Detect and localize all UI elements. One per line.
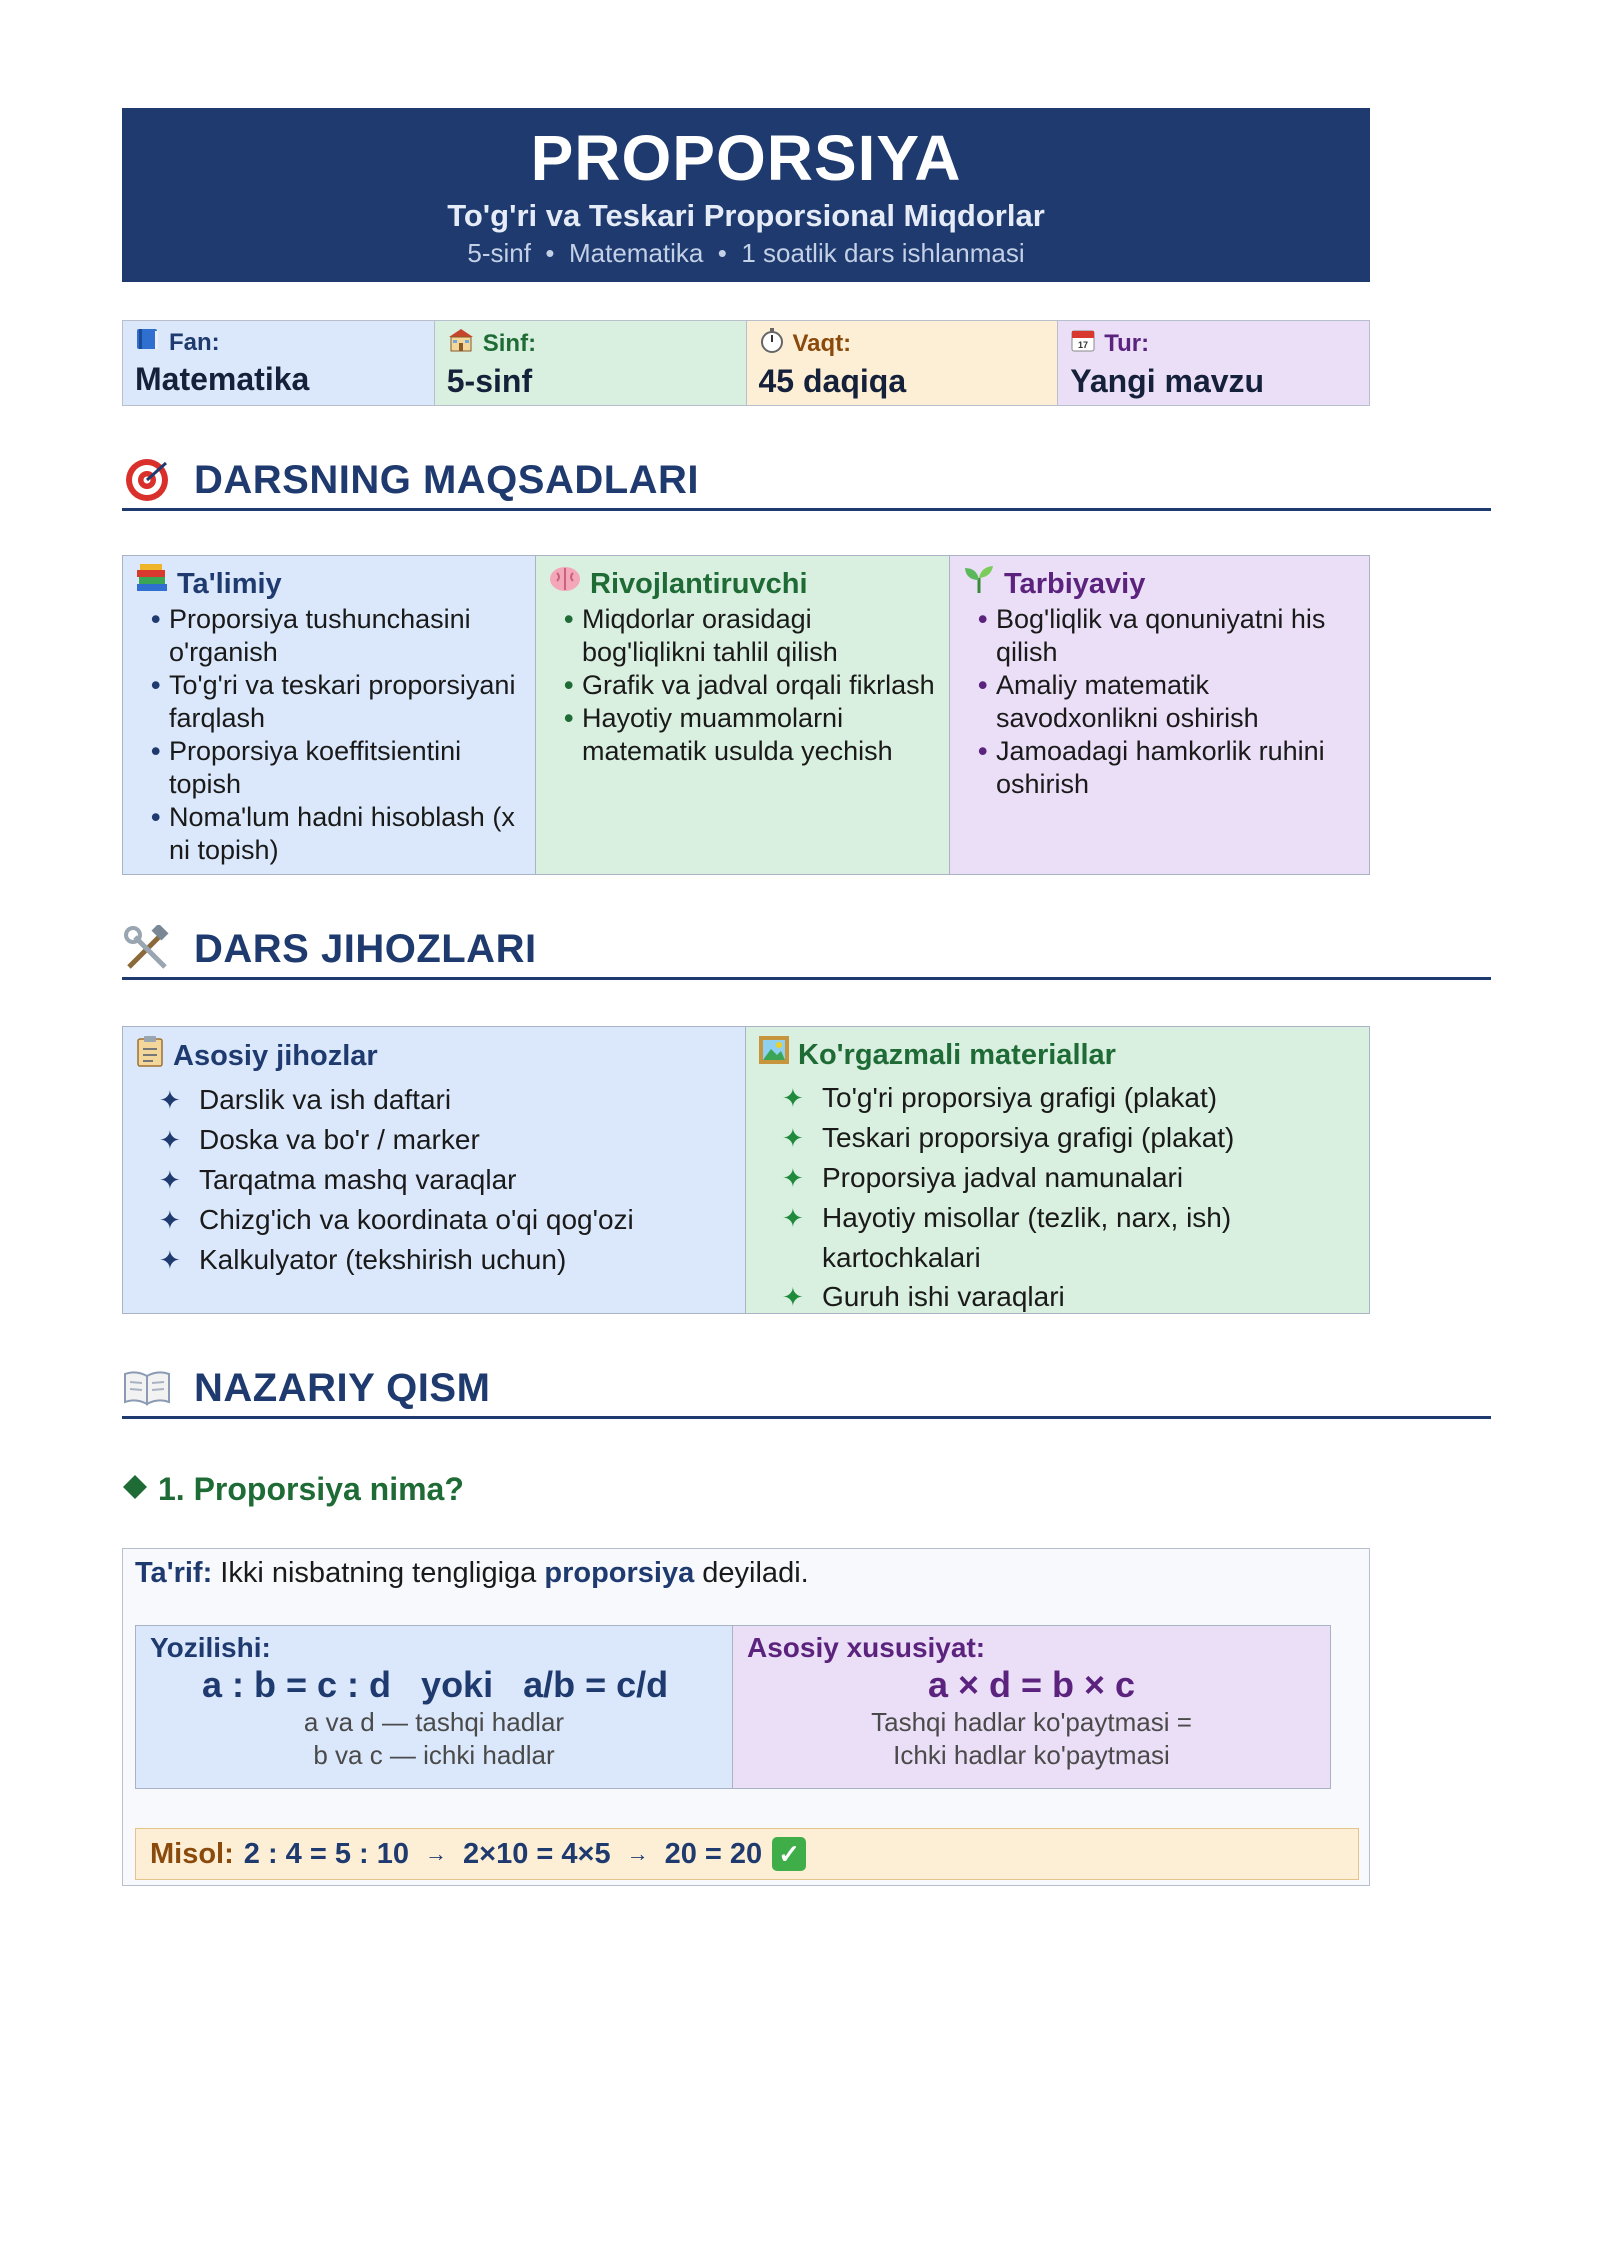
school-icon <box>447 327 475 361</box>
framed-picture-icon <box>758 1035 790 1074</box>
info-value-tur: Yangi mavzu <box>1070 363 1265 399</box>
example-part-1: 2 : 4 = 5 : 10 <box>243 1837 410 1870</box>
info-value-fan: Matematika <box>135 361 310 397</box>
lesson-plan-page <box>122 108 1491 1886</box>
example-label: Misol: <box>150 1837 234 1870</box>
info-cell-vaqt <box>747 320 1059 406</box>
list-item: • Amaliy matematik savodxonlikni oshirish <box>978 670 1259 733</box>
goals-column-talimiy <box>122 555 536 875</box>
seedling-icon <box>962 564 996 603</box>
goals-column-tarbiyaviy <box>950 555 1370 875</box>
goals-tarbiyaviy-title: Tarbiyaviy <box>1004 567 1146 600</box>
svg-text:17: 17 <box>1078 340 1089 350</box>
section-goals-header <box>122 452 1491 511</box>
diamond-icon <box>122 1471 148 1508</box>
definition-text: Ta'rif: Ikki nisbatning tengligiga proporsiya deyiladi. <box>135 1557 809 1589</box>
info-strip <box>122 320 1370 406</box>
list-item: • Proporsiya tushunchasini o'rganish <box>151 604 471 667</box>
notation-title: Yozilishi: <box>150 1632 271 1663</box>
property-formula: a × d = b × c <box>927 1664 1136 1705</box>
list-item: ✦ Darslik va ish daftari <box>159 1084 452 1115</box>
goals-rivojlantiruvchi-title: Rivojlantiruvchi <box>590 567 808 600</box>
target-icon <box>122 455 172 505</box>
check-mark-icon: ✓ <box>772 1837 806 1871</box>
theory-subheading <box>122 1471 1491 1508</box>
section-equipment-header <box>122 921 1491 980</box>
stopwatch-icon <box>759 327 785 361</box>
list-item: • Proporsiya koeffitsientini topish <box>151 736 462 799</box>
info-label-tur: Tur: <box>1104 330 1150 357</box>
page-title: PROPORSIYA <box>530 122 962 194</box>
notation-box <box>135 1625 733 1789</box>
equipment-main-title: Asosiy jihozlar <box>173 1039 378 1072</box>
list-item: ✦ Hayotiy misollar (tezlik, narx, ish) kartochkalari <box>782 1202 1232 1273</box>
section-theory-header <box>122 1360 1491 1419</box>
list-item: ✦ Doska va bo'r / marker <box>159 1124 480 1155</box>
list-item: ✦ Teskari proporsiya grafigi (plakat) <box>782 1122 1235 1153</box>
page-subtitle: To'g'ri va Teskari Proporsional Miqdorlar <box>447 198 1045 233</box>
info-label-fan: Fan: <box>169 329 220 356</box>
example-part-3: 20 = 20 <box>664 1837 763 1870</box>
calendar-icon <box>1070 327 1096 361</box>
section-goals-title: DARSNING MAQSADLARI <box>194 457 700 502</box>
goals-column-rivojlantiruvchi <box>536 555 950 875</box>
books-icon <box>135 564 169 603</box>
notation-formula: a : b = c : d yoki a/b = c/d <box>202 1664 669 1705</box>
tools-icon <box>122 924 172 974</box>
property-box <box>733 1625 1331 1789</box>
arrow-icon: → <box>425 1841 448 1866</box>
arrow-icon: → <box>626 1841 649 1866</box>
property-note-2: Ichki hadlar ko'paytmasi <box>893 1740 1170 1770</box>
clipboard-icon <box>135 1035 165 1076</box>
list-item: • Hayotiy muammolarni matematik usulda yechish <box>564 703 893 766</box>
info-label-vaqt: Vaqt: <box>792 330 852 357</box>
section-equipment-title: DARS JIHOZLARI <box>194 926 537 971</box>
list-item: • Miqdorlar orasidagi bog'liqlikni tahlil qilish <box>564 604 838 667</box>
info-label-sinf: Sinf: <box>482 330 537 357</box>
definition-box <box>122 1548 1370 1886</box>
equipment-column-main <box>122 1026 746 1314</box>
section-theory-title: NAZARIY QISM <box>194 1365 491 1410</box>
list-item: • To'g'ri va teskari proporsiyani farqlash <box>151 670 516 733</box>
list-item: • Grafik va jadval orqali fikrlash <box>564 670 935 700</box>
property-title: Asosiy xususiyat: <box>747 1632 986 1663</box>
info-value-sinf: 5-sinf <box>446 363 533 399</box>
list-item: • Jamoadagi hamkorlik ruhini oshirish <box>978 736 1325 799</box>
theory-subheading-text: 1. Proporsiya nima? <box>158 1471 464 1507</box>
header-banner <box>122 108 1370 282</box>
list-item: ✦ Kalkulyator (tekshirish uchun) <box>159 1244 567 1275</box>
notation-note-inner: b va c — ichki hadlar <box>313 1740 555 1770</box>
example-part-2: 2×10 = 4×5 <box>463 1837 611 1870</box>
property-note-1: Tashqi hadlar ko'paytmasi = <box>871 1707 1192 1737</box>
goals-talimiy-title: Ta'limiy <box>177 567 282 600</box>
example-strip <box>135 1828 1359 1880</box>
formula-boxes <box>135 1625 1331 1789</box>
list-item: ✦ Guruh ishi varaqlari <box>782 1281 1065 1312</box>
info-cell-tur <box>1058 320 1370 406</box>
open-book-icon <box>122 1363 172 1413</box>
info-cell-sinf <box>435 320 747 406</box>
list-item: ✦ To'g'ri proporsiya grafigi (plakat) <box>782 1082 1218 1113</box>
notation-note-outer: a va d — tashqi hadlar <box>303 1707 565 1737</box>
list-item: • Bog'liqlik va qonuniyatni his qilish <box>978 604 1326 667</box>
list-item: ✦ Tarqatma mashq varaqlar <box>159 1164 517 1195</box>
list-item: ✦ Proporsiya jadval namunalari <box>782 1162 1184 1193</box>
info-value-vaqt: 45 daqiqa <box>758 363 907 399</box>
goals-grid <box>122 555 1370 875</box>
page-meta: 5-sinf • Matematika • 1 soatlik dars ishlanmasi <box>467 238 1025 268</box>
list-item: ✦ Chizg'ich va koordinata o'qi qog'ozi <box>159 1204 634 1235</box>
brain-icon <box>548 564 582 603</box>
info-cell-fan <box>122 320 435 406</box>
equipment-visual-title: Ko'rgazmali materiallar <box>798 1038 1116 1071</box>
book-icon <box>135 327 161 359</box>
equipment-grid <box>122 1026 1370 1314</box>
equipment-column-visual <box>746 1026 1370 1314</box>
list-item: • Noma'lum hadni hisoblash (x ni topish) <box>151 802 515 865</box>
